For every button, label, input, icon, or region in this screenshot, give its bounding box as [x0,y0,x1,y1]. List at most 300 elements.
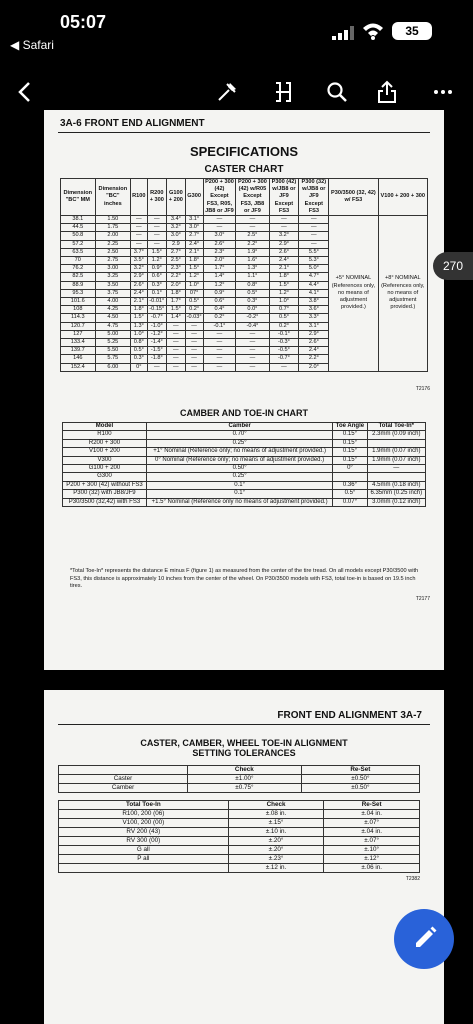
caster-cell: — [269,224,299,232]
caster-cell: 4.25 [95,306,131,314]
table-row [63,490,426,498]
caster-cell: 5.50 [95,347,131,355]
camber-cell: G100 + 200 [63,465,147,473]
camber-cell: 0° [333,465,367,473]
caster-cell: 1.0° [185,281,203,289]
caster-cell: — [203,347,236,355]
caster-cell: 2.50 [95,248,131,256]
toe-cell: ±.10° [324,846,420,855]
table-row [59,784,420,793]
caster-cell: 2.5° [236,232,269,240]
caster-cell: 5.3° [299,257,329,265]
caster-cell: — [299,224,329,232]
tolerance-cell: ±0.50° [301,775,419,784]
caster-cell: — [131,240,147,248]
table-row [59,855,420,864]
camber-cell: 0.15° [333,439,367,447]
caster-cell: 0.5° [236,289,269,297]
caster-cell: 0.8° [131,339,147,347]
caster-cell: 2.4° [131,289,147,297]
camber-cell: — [367,465,425,473]
caster-column-header: R200 + 300 [147,179,167,216]
toe-in-tolerance-table [58,800,420,873]
caster-cell: 2.3° [203,248,236,256]
caster-cell: 2.9° [269,240,299,248]
camber-cell: 0.07° [333,498,367,506]
caster-cell: 1.2° [203,281,236,289]
table-row [63,431,426,439]
toe-cell: ±.07° [324,837,420,846]
caster-cell: 2.4° [185,240,203,248]
caster-cell: 0.4° [203,306,236,314]
battery-icon: 35 [392,22,432,40]
caster-cell: — [147,232,167,240]
more-options-icon[interactable] [428,78,458,106]
camber-cell: 1.9mm (0.07 inch) [367,456,425,464]
caster-cell: 5.0° [299,265,329,273]
caster-cell: 3.2° [131,265,147,273]
caster-cell: -0.5° [269,347,299,355]
caster-cell: — [167,339,185,347]
caster-cell: 2.2° [299,355,329,363]
caster-cell: — [147,240,167,248]
caster-cell: 1.8° [185,257,203,265]
caster-cell: — [269,216,299,224]
caster-cell: 88.9 [61,281,96,289]
caster-cell: 2.6° [299,339,329,347]
caster-cell: 95.3 [61,289,96,297]
caster-cell: — [203,363,236,371]
caster-cell: 0.9° [147,265,167,273]
caster-cell: 3.1° [299,322,329,330]
table-row [59,810,420,819]
table-row [63,439,426,447]
tolerance-cell: ±0.75° [188,784,302,793]
camber-cell [333,473,367,481]
caster-cell: 0.3° [147,281,167,289]
toe-cell [59,864,229,873]
caster-cell: 3.1° [185,216,203,224]
caster-cell: 120.7 [61,322,96,330]
tolerance-cell: Caster [59,775,188,784]
caster-cell: 1.9° [236,248,269,256]
caster-cell: 2.0° [299,363,329,371]
caster-cell: -1.2° [147,330,167,338]
caster-cell: 70 [61,257,96,265]
table-row [61,216,428,224]
table-row [59,846,420,855]
caster-cell: 2.0° [167,281,185,289]
caster-cell: 1.5° [167,306,185,314]
caster-cell: — [185,363,203,371]
caster-cell: — [236,355,269,363]
caster-table [60,178,428,372]
caster-cell: 101.6 [61,298,96,306]
tolerance-column-header: Check [188,766,302,775]
caster-column-header: P300 (42) w/JB8 or JF9 Except FS3 [269,179,299,216]
caster-cell: 1.4° [203,273,236,281]
table-row [63,473,426,481]
caster-cell: 4.75 [95,322,131,330]
camber-cell: +1.5° Nominal (Reference only no means of adjustment provided.) [146,498,332,506]
caster-cell: — [167,322,185,330]
document-page-2 [44,690,444,1024]
toe-cell: ±.06 in. [324,864,420,873]
caster-cell: 2.5° [167,257,185,265]
caster-cell: — [236,347,269,355]
camber-table [62,422,426,507]
caster-cell: 152.4 [61,363,96,371]
caster-cell: -1.4° [147,339,167,347]
caster-cell: — [131,216,147,224]
caster-cell: 3.75 [95,289,131,297]
caster-cell: 63.5 [61,248,96,256]
caster-cell: — [236,339,269,347]
caster-cell: 1.50 [95,216,131,224]
caster-cell: 2.1° [185,248,203,256]
tolerance-cell: ±0.50° [301,784,419,793]
caster-cell: — [147,363,167,371]
camber-cell: R100 [63,431,147,439]
caster-cell: — [131,232,147,240]
caster-cell: — [147,216,167,224]
caster-cell: 2.7° [185,232,203,240]
caster-cell: — [185,347,203,355]
camber-cell: G300 [63,473,147,481]
back-chevron-icon[interactable] [10,78,38,106]
toe-cell: RV 200 (43) [59,828,229,837]
camber-cell: 0.25° [146,473,332,481]
caster-column-header: P200 + 300 (42) w/R05 Except FS3, JB8 or JF9 [236,179,269,216]
caster-cell: 0.2° [203,314,236,322]
caster-cell: 1.75 [95,224,131,232]
caster-cell: 2.1° [131,298,147,306]
caster-column-header: Dimension "BC" inches [95,179,131,216]
caster-cell: — [203,224,236,232]
caster-cell: — [167,330,185,338]
camber-cell: 0.5° [333,490,367,498]
caster-cell: 3.0° [203,232,236,240]
caster-cell: — [236,216,269,224]
caster-cell: 3.3° [299,314,329,322]
caster-camber-tolerance-table [58,765,420,793]
reference-code: T2176 [415,386,430,392]
pencil-icon [394,909,454,969]
caster-cell: 1.7° [203,265,236,273]
caster-cell: 4.00 [95,298,131,306]
tolerance-column-header: Re-Set [301,766,419,775]
caster-cell: — [236,224,269,232]
caster-cell: 6.00 [95,363,131,371]
wifi-icon [362,22,384,40]
caster-cell: 3.8° [299,298,329,306]
caster-cell: 0.5° [131,347,147,355]
caster-cell: 1.8° [269,273,299,281]
toe-cell: ±.20° [228,837,324,846]
tolerances-title: CASTER, CAMBER, WHEEL TOE-IN ALIGNMENT SETTING TOLERANCES [140,738,348,758]
caster-cell: 3.7° [131,248,147,256]
caster-cell: 0.6° [203,298,236,306]
caster-cell: 1.5° [131,314,147,322]
caster-cell: -0.3° [269,339,299,347]
toe-cell: ±.15° [228,819,324,828]
camber-cell: 4.5mm (0.18 inch) [367,481,425,489]
caster-column-header: P200 + 300 (42) Except FS3, R05, JB8 or JF9 [205,179,234,214]
caster-cell: 2.6° [131,281,147,289]
toe-cell: ±.07° [324,819,420,828]
toe-cell: ±.12° [324,855,420,864]
toe-cell: ±.23° [228,855,324,864]
camber-column-header: Toe Angle [333,423,367,431]
caster-cell: 3.00 [95,265,131,273]
caster-cell: — [269,363,299,371]
caster-cell: — [236,330,269,338]
camber-column-header: Camber [146,423,332,431]
caster-cell: 2.9° [299,330,329,338]
table-row [59,837,420,846]
caster-cell: 1.8° [167,289,185,297]
caster-column-header: Dimension "BC" MM [61,179,96,216]
toe-column-header: Total Toe-In [59,801,229,810]
caster-cell: 5.25 [95,339,131,347]
caster-cell: — [299,232,329,240]
camber-cell: 6.35mm (0.25 inch) [367,490,425,498]
caster-cell: 0.1° [147,289,167,297]
caster-cell: 127 [61,330,96,338]
caster-cell: 1.2° [185,273,203,281]
tolerance-cell: ±1.00° [188,775,302,784]
caster-cell: 82.5 [61,273,96,281]
caster-cell: 2.00 [95,232,131,240]
camber-cell: 1.9mm (0.07 inch) [367,448,425,456]
caster-cell: 4.4° [299,281,329,289]
eyedropper-icon[interactable] [212,78,242,106]
table-row [59,819,420,828]
caster-cell: -0.01° [147,298,167,306]
toe-cell: ±.08 in. [228,810,324,819]
camber-cell: P300 (32) with JB8/JF9 [63,490,147,498]
reference-code: T2382 [405,876,420,882]
caster-cell: 1.0° [131,330,147,338]
caster-cell: 2.2° [236,240,269,248]
share-icon[interactable] [372,78,402,106]
tolerance-cell: Camber [59,784,188,793]
table-row [63,481,426,489]
caster-cell: — [167,355,185,363]
caster-cell: 0.3° [131,355,147,363]
toe-column-header: Re-Set [324,801,420,810]
caster-cell: — [203,355,236,363]
caster-cell: 1.1° [236,273,269,281]
caster-cell: 0.7° [269,306,299,314]
caster-cell: 3.2° [167,224,185,232]
caster-cell: 1.6° [236,257,269,265]
caster-cell: -0.7° [269,355,299,363]
camber-cell: 0° Nominal (Reference only; no means of adjustment provided.) [146,456,332,464]
search-icon[interactable] [322,78,352,106]
caster-cell: -0.15° [147,306,167,314]
caster-column-header: P30/3500 (32, 42) w/ FS3 [329,179,378,216]
v-nominal-note: +8° NOMINAL (References only, no means of adjustment provided.) [378,216,427,372]
caster-cell: 76.2 [61,265,96,273]
camber-chart-title: CAMBER AND TOE-IN CHART [180,408,308,418]
toe-cell: R100, 200 (06) [59,810,229,819]
caster-cell: 1.5° [269,281,299,289]
toe-cell: ±.12 in. [228,864,324,873]
caster-cell: 3.50 [95,281,131,289]
caster-cell: — [203,339,236,347]
caster-cell: — [203,216,236,224]
caster-cell: 2.4° [299,347,329,355]
caster-cell: 1.2° [147,257,167,265]
camber-cell [367,473,425,481]
caster-cell: 0.5° [185,298,203,306]
table-row [63,465,426,473]
caster-cell: 2.6° [203,240,236,248]
caster-cell: — [167,363,185,371]
tolerance-column-header [59,766,188,775]
caster-cell: -1.5° [147,347,167,355]
caster-cell: — [167,347,185,355]
caster-cell: 133.4 [61,339,96,347]
caster-cell: -0.4° [236,322,269,330]
footnote: *Total Toe-In* represents the distance E minus F (figure 1) as measured from the center of the tire tread. On all models except P30/3500 with FS3, this distance is approximately 10 inches from the center of the wheel. On P30/3500 models with FS3, total toe-in is based on 19.5 inch tires. [70,568,419,589]
toe-cell: RV 300 (00) [59,837,229,846]
caster-cell: — [299,216,329,224]
caster-cell: 0.2° [269,322,299,330]
table-row [63,448,426,456]
camber-cell: 0.1° [146,490,332,498]
caster-cell: 2.4° [269,257,299,265]
caster-cell: 44.5 [61,224,96,232]
table-row [63,498,426,506]
caster-cell: 1.7° [167,298,185,306]
camber-cell: 2.3mm (0.09 inch) [367,431,425,439]
caster-cell: 1.2° [269,289,299,297]
toe-cell: ±.10 in. [228,828,324,837]
caster-cell: — [185,339,203,347]
caster-cell: 1.3° [236,265,269,273]
caster-cell: 38.1 [61,216,96,224]
caster-cell: 0.8° [236,281,269,289]
caster-column-header: R100 [131,179,147,216]
caster-cell: 1.3° [131,322,147,330]
toe-cell: ±.04 in. [324,828,420,837]
table-row [59,864,420,873]
caster-cell: 2.0° [203,257,236,265]
caster-cell: -1.8° [147,355,167,363]
caster-cell: 3.5° [131,257,147,265]
camber-cell: +1° Nominal (Reference only; no means of adjustment provided.) [146,448,332,456]
caster-chart-title: CASTER CHART [204,164,284,175]
camber-cell: V100 + 200 [63,448,147,456]
caster-cell: — [185,355,203,363]
caster-cell: — [299,240,329,248]
caster-cell: 146 [61,355,96,363]
camber-cell: 3.0mm (0.12 inch) [367,498,425,506]
p30-nominal-note: +5° NOMINAL (References only, no means of adjustment provided.) [329,216,378,372]
caster-cell: 3.25 [95,273,131,281]
caster-cell: 0.6° [147,273,167,281]
caster-cell: — [147,224,167,232]
back-to-safari-link[interactable]: ◀ Safari [10,38,54,52]
table-row [59,828,420,837]
toe-cell: G all [59,846,229,855]
toe-column-header: Check [228,801,324,810]
camber-cell: V300 [63,456,147,464]
caster-cell: -0.1° [203,322,236,330]
caster-cell: 0° [131,363,147,371]
caster-cell: 114.3 [61,314,96,322]
camber-cell [367,439,425,447]
caster-cell: 3.0° [167,232,185,240]
caster-cell: 2.3° [167,265,185,273]
caster-cell: 1.0° [269,298,299,306]
caster-cell: 5.75 [95,355,131,363]
camber-cell: 0.25° [146,439,332,447]
caster-column-header: G100 + 200 [167,179,185,216]
caster-cell: 1.5° [147,248,167,256]
caster-cell: 0.9° [203,289,236,297]
section-header: FRONT END ALIGNMENT 3A-7 [277,710,422,721]
caster-cell: — [185,330,203,338]
caster-cell: 2.6° [269,248,299,256]
caster-cell: -0.2° [236,314,269,322]
edit-fab-button[interactable] [394,909,454,969]
caster-cell: 0.2° [185,306,203,314]
caster-cell: 3.4° [167,216,185,224]
caster-cell: 2.75 [95,257,131,265]
caster-cell: 1.8° [131,306,147,314]
caster-column-header: P300 (32) w/JB8 or JF9 Except FS3 [299,179,329,216]
toe-cell: ±.04 in. [324,810,420,819]
caster-cell: 1.4° [167,314,185,322]
camber-cell: 0.15° [333,448,367,456]
camber-cell: 0.15° [333,456,367,464]
toe-cell: V100, 200 (00) [59,819,229,828]
caster-cell: 07° [185,289,203,297]
caster-cell: -1.0° [147,322,167,330]
reference-code: T2177 [415,596,430,602]
caster-cell: — [131,224,147,232]
caster-cell: 4.7° [299,273,329,281]
caster-cell: 3.6° [299,306,329,314]
status-time: 05:07 [60,12,107,32]
caster-cell: 0.3° [236,298,269,306]
caster-cell: 0.5° [269,314,299,322]
caster-cell: 2.1° [269,265,299,273]
caster-cell: 57.2 [61,240,96,248]
caster-cell: — [203,330,236,338]
caster-cell: -0.7° [147,314,167,322]
caster-cell: 2.9 [167,240,185,248]
camber-cell: 0.70° [146,431,332,439]
section-header: 3A-6 FRONT END ALIGNMENT [60,118,205,129]
toe-cell: P all [59,855,229,864]
camber-cell: P200 + 300 (42) without FS3 [63,481,147,489]
translate-icon[interactable] [268,78,298,106]
caster-cell: 139.7 [61,347,96,355]
caster-cell: -0.1° [269,330,299,338]
caster-cell: 3.2° [269,232,299,240]
caster-cell: 4.50 [95,314,131,322]
caster-cell: 1.5° [185,265,203,273]
caster-cell: -0.03° [186,314,202,321]
camber-cell: R200 + 300 [63,439,147,447]
table-row [59,775,420,784]
camber-column-header: Model [63,423,147,431]
page-number-indicator[interactable]: 270 [433,252,473,280]
